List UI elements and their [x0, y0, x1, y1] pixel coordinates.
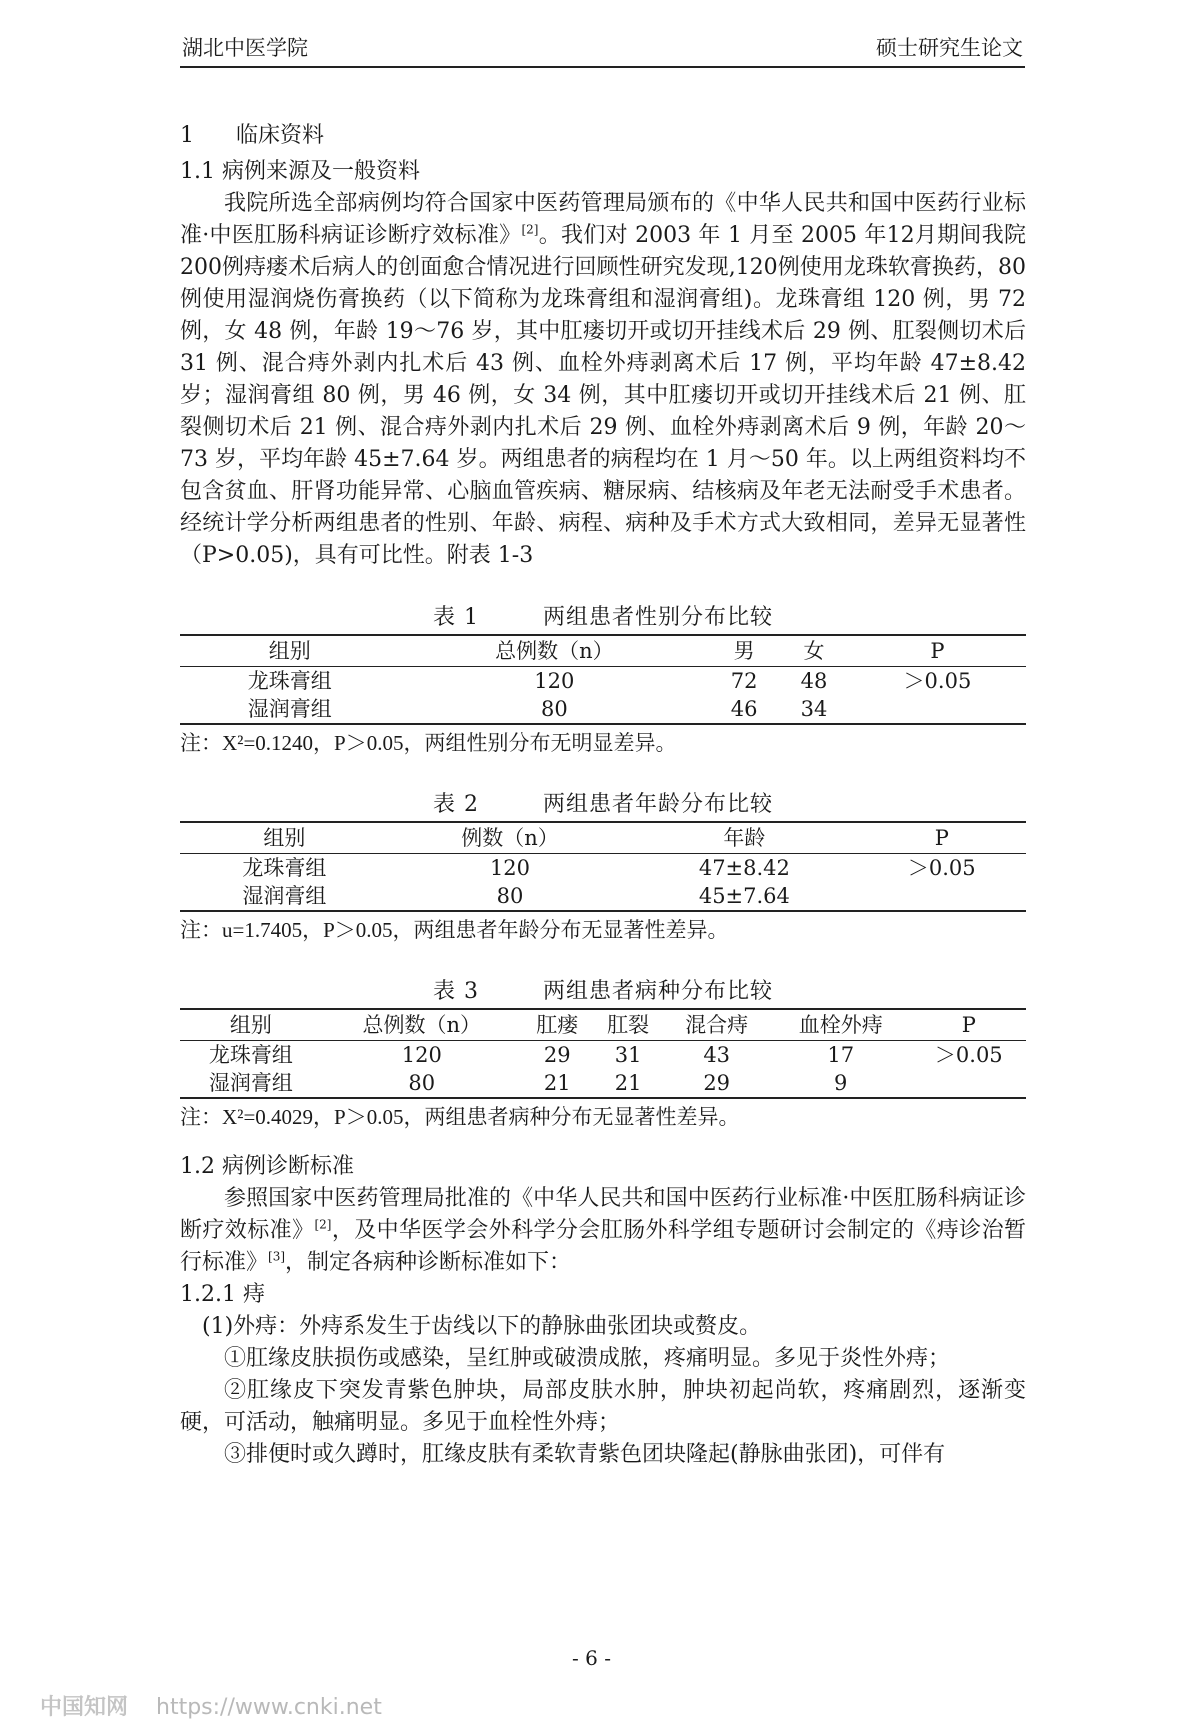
table-cell: [849, 695, 1026, 724]
table-row: [180, 854, 1026, 883]
table-cell: 21: [522, 1069, 593, 1098]
header-institution: 湖北中医学院: [182, 36, 308, 60]
table-cell: 湿润膏组: [180, 1069, 322, 1098]
paragraph-text: 参照国家中医药管理局批准的《中华人民共和国中医药行业标准·中医肛肠科病证诊断疗效标准》: [180, 1186, 1026, 1243]
section-heading: [180, 120, 1026, 152]
column-header: P: [858, 822, 1026, 854]
table-cell: [858, 882, 1026, 911]
cnki-watermark: [40, 1690, 382, 1721]
column-header: 总例数（n）: [322, 1009, 522, 1041]
table-cell: 120: [534, 669, 575, 693]
table-row: [180, 695, 1026, 724]
section-title: 临床资料: [236, 123, 325, 148]
citation-ref: [2]: [521, 222, 539, 237]
table-cell: 80: [322, 1069, 522, 1098]
table-cell: 龙珠膏组: [247, 669, 332, 693]
column-header: 肛裂: [593, 1009, 664, 1041]
column-header: 组别: [180, 1009, 322, 1041]
column-header: P: [849, 635, 1026, 667]
watermark-url: https://www.cnki.net: [156, 1695, 382, 1720]
table-cell: 17: [827, 1043, 855, 1067]
table-cell: 72: [730, 669, 758, 693]
table-row: [180, 667, 1026, 696]
subsection-heading-1-1: 1.1 病例来源及一般资料: [180, 159, 420, 184]
paragraph-case-source: [180, 188, 1026, 572]
table-cell: 46: [709, 695, 779, 724]
column-header: 组别: [180, 635, 399, 667]
running-header: [180, 24, 1025, 68]
page-number: - 6 -: [572, 1646, 611, 1670]
column-header: 组别: [180, 822, 389, 854]
table-number: 表 1: [432, 605, 479, 630]
subsection-heading-1-2-1: 1.2.1 痔: [180, 1282, 265, 1307]
table-number: 表 2: [432, 792, 479, 817]
column-header: 血栓外痔: [770, 1009, 912, 1041]
table-cell: 47±8.42: [698, 856, 790, 880]
table-cell: ＞0.05: [903, 669, 972, 693]
table-cell: 34: [779, 695, 849, 724]
table-number: 表 3: [432, 979, 479, 1004]
table-1-caption: [180, 602, 1026, 634]
citation-ref: [2]: [314, 1217, 332, 1232]
table-row: [180, 1069, 1026, 1098]
paragraph-text: 。我们对 2003 年 1 月至 2005 年12月期间我院200例痔瘘术后病人的创面愈合情况进行回顾性研究发现,120例使用龙珠软膏换药，80例使用湿润烧伤膏换药（以下简称为龙珠膏组和湿润膏组)。龙珠膏组 120 例，男 72 例，女 48 例，年龄 19～76 岁，其中肛瘘切开或切开挂线术后 29 例、肛裂侧切术后 31 例、混合痔外剥内扎术后 43 例、血栓外痔剥离术后 17 例，平均年龄 47±8.42 岁；湿润膏组 80 例，男 46 例，女 34 例，其中肛瘘切开或切开挂线术后 21 例、肛裂侧切术后 21 例、混合痔外剥内扎术后 29 例、血栓外痔剥离术后 9 例，年龄 20～73 岁，平均年龄 45±7.64 岁。两组患者的病程均在 1 月～50 年。以上两组资料均不包含贫血、肝肾功能异常、心脑血管疾病、糖尿病、结核病及年老无法耐受手术患者。经统计学分析两组患者的性别、年龄、病程、病种及手术方式大致相同，差异无显著性（P>0.05)，具有可比性。附表 1-3: [180, 223, 1026, 568]
table-cell: 45±7.64: [631, 882, 857, 911]
table-cell: 31: [614, 1043, 642, 1067]
list-item: ①肛缘皮肤损伤或感染，呈红肿或破溃成脓，疼痛明显。多见于炎性外痔；: [224, 1346, 951, 1371]
table-cell: 48: [800, 669, 828, 693]
column-header: 男: [709, 635, 779, 667]
table-3: [180, 1008, 1026, 1099]
list-item: (1)外痔：外痔系发生于齿线以下的静脉曲张团块或赘皮。: [202, 1314, 762, 1339]
column-header: 例数（n）: [389, 822, 631, 854]
table-cell: 湿润膏组: [180, 695, 399, 724]
table-cell: 湿润膏组: [180, 882, 389, 911]
table-cell: [912, 1069, 1026, 1098]
subsection-heading-1-2: 1.2 病例诊断标准: [180, 1154, 354, 1179]
table-cell: 43: [703, 1043, 731, 1067]
paragraph-text: ，制定各病种诊断标准如下：: [285, 1250, 572, 1275]
column-header: 混合痔: [664, 1009, 770, 1041]
table-cell: 120: [401, 1043, 442, 1067]
table-title: 两组患者性别分布比较: [542, 605, 773, 630]
table-cell: 120: [489, 856, 531, 880]
table-title: 两组患者病种分布比较: [542, 979, 773, 1004]
paragraph-text: ，及中华医学会外科学分会肛肠外科学组专题研讨会制定的《痔诊治暂行标准》: [180, 1218, 1026, 1275]
table-row: [180, 882, 1026, 911]
table-row: [180, 1041, 1026, 1070]
table-1: [180, 634, 1026, 725]
paragraph-text: 我院所选全部病例均符合国家中医药管理局颁布的《中华人民共和国中医药行业标准·中医肛肠科病证诊断疗效标准》: [180, 191, 1026, 248]
table-cell: ＞0.05: [907, 856, 976, 880]
column-header: 总例数（n）: [399, 635, 709, 667]
table-cell: 29: [543, 1043, 571, 1067]
table-title: 两组患者年龄分布比较: [542, 792, 773, 817]
column-header: 女: [779, 635, 849, 667]
section-number: 1: [180, 123, 194, 148]
table-cell: ＞0.05: [934, 1043, 1003, 1067]
table-3-note: 注：X²=0.4029，P＞0.05，两组患者病种分布无显著性差异。: [180, 1105, 740, 1129]
table-3-caption: [180, 976, 1026, 1008]
table-2: [180, 821, 1026, 912]
page-body: [180, 120, 1026, 1471]
table-cell: 龙珠膏组: [242, 856, 327, 880]
table-cell: 80: [399, 695, 709, 724]
column-header: 年龄: [631, 822, 857, 854]
table-2-caption: [180, 789, 1026, 821]
table-cell: 29: [664, 1069, 770, 1098]
citation-ref: [3]: [268, 1249, 286, 1264]
spacer: [180, 1133, 1026, 1151]
header-thesis-type: 硕士研究生论文: [876, 36, 1023, 60]
list-item: ②肛缘皮下突发青紫色肿块，局部皮肤水肿，肿块初起尚软，疼痛剧烈，逐渐变硬，可活动，触痛明显。多见于血栓性外痔；: [180, 1378, 1026, 1435]
table-cell: 80: [389, 882, 631, 911]
column-header: P: [912, 1009, 1026, 1041]
table-cell: 9: [770, 1069, 912, 1098]
column-header: 肛瘘: [522, 1009, 593, 1041]
table-cell: 龙珠膏组: [208, 1043, 293, 1067]
table-2-note: 注：u=1.7405，P＞0.05，两组患者年龄分布无显著性差异。: [180, 918, 729, 942]
watermark-brand: 中国知网: [40, 1695, 129, 1720]
table-cell: 21: [593, 1069, 664, 1098]
list-item: ③排便时或久蹲时，肛缘皮肤有柔软青紫色团块隆起(静脉曲张团)，可伴有: [224, 1442, 946, 1467]
paragraph-diagnosis: [180, 1183, 1026, 1279]
table-1-note: 注：X²=0.1240，P＞0.05，两组性别分布无明显差异。: [180, 731, 677, 755]
